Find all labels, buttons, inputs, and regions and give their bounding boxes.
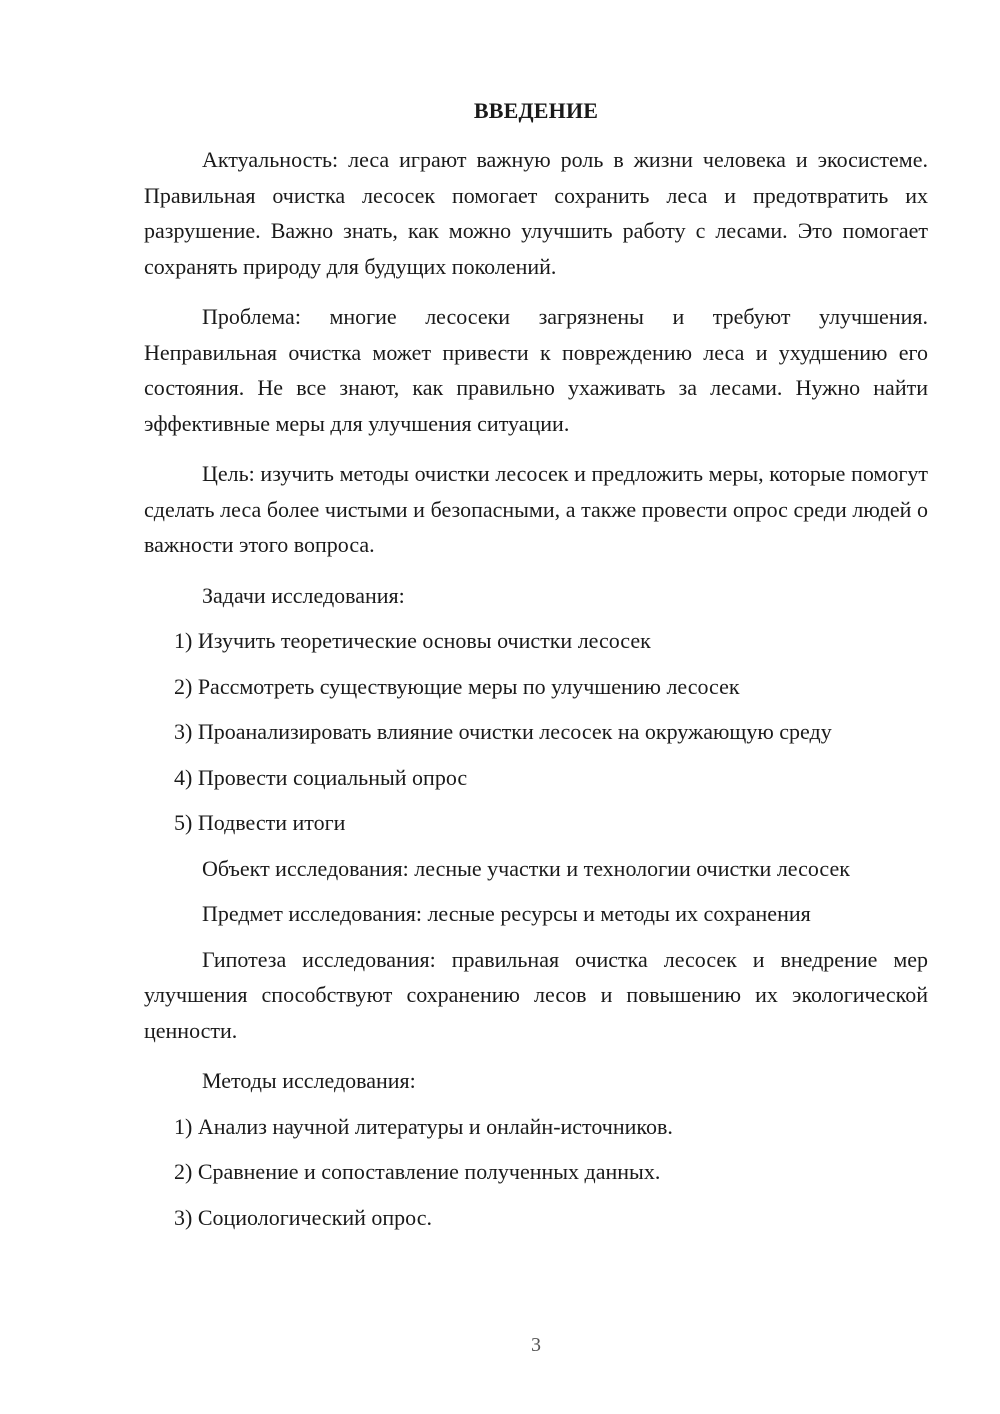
task-item: 5) Подвести итоги: [174, 810, 346, 835]
methods-heading: Методы исследования:: [202, 1068, 416, 1093]
hypothesis-paragraph: Гипотеза исследования: правильная очистка лесосек и внедрение мер улучшения способствуют сохранению лесов и повышению их экологической ценности.: [144, 946, 928, 1043]
goal-paragraph: Цель: изучить методы очистки лесосек и предложить меры, которые помогут сделать леса более чистыми и безопасными, а также провести опрос среди людей о важности этого вопроса.: [144, 461, 928, 557]
method-item: 3) Социологический опрос.: [174, 1204, 432, 1230]
task-item: 3) Проанализировать влияние очистки лесосек на окружающую среду: [174, 719, 832, 744]
problem-paragraph: Проблема: многие лесосеки загрязнены и требуют улучшения. Неправильная очистка может привести к повреждению леса и ухудшению его состояния. Не все знают, как правильно ухаживать за лесами. Нужно найти эффективные меры для улучшения ситуации.: [144, 304, 928, 436]
document-body: [144, 142, 928, 1245]
method-item: 1) Анализ научной литературы и онлайн-источников.: [174, 1113, 673, 1139]
task-item: 2) Рассмотреть существующие меры по улучшению лесосек: [174, 673, 740, 699]
page-title: ВВЕДЕНИЕ: [473, 98, 599, 123]
tasks-list: [144, 623, 928, 841]
research-subject: Предмет исследования: лесные ресурсы и методы их сохранения: [202, 901, 811, 926]
relevance-paragraph: Актуальность: леса играют важную роль в жизни человека и экосистеме. Правильная очистка лесосек помогает сохранить леса и предотвратить их разрушение. Важно знать, как можно улучшить работу с лесами. Это помогает сохранять природу для будущих поколений.: [144, 147, 928, 279]
methods-list: [144, 1109, 928, 1236]
research-object: Объект исследования: лесные участки и технологии очистки лесосек: [202, 855, 850, 881]
tasks-heading: Задачи исследования:: [202, 582, 405, 608]
method-item: 2) Сравнение и сопоставление полученных данных.: [174, 1159, 661, 1184]
page-number: 3: [531, 1334, 541, 1356]
task-item: 4) Провести социальный опрос: [174, 764, 468, 790]
task-item: 1) Изучить теоретические основы очистки лесосек: [174, 628, 651, 653]
